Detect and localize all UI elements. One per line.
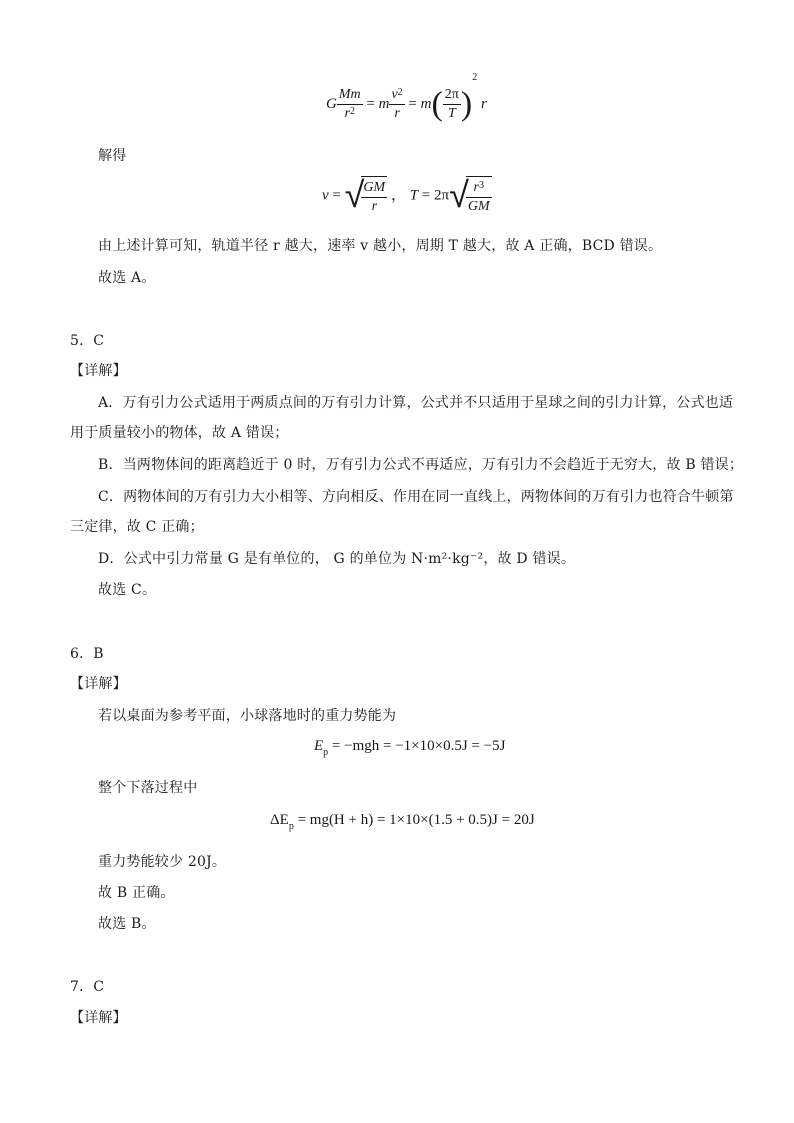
q6-choice: 故选 B。 (98, 916, 156, 932)
q6-equation-energy-change: $\Delta E_p = mg(H + h) = 1\times 10\times(1.5 + 0.5)J = 20J$ (270, 812, 535, 832)
q7-number: 7．C (70, 979, 105, 995)
eq-G: G (326, 95, 337, 112)
q6-result: 重力势能较少 20J。 (98, 854, 227, 870)
q6-equation-potential-energy: $E_p = -mgh = -1\times 10\times 0.5J = -5J$ (314, 738, 506, 758)
sqrt-r3-over-GM: √ $\frac{r^3}{GM}$ (449, 175, 490, 216)
q5-choice: 故选 C。 (98, 582, 157, 598)
q5-option-d: D．公式中引力常量 G 是有单位的， G 的单位为 N·m²·kg⁻²，故 D 错误。 (98, 551, 576, 567)
q5-detail-heading: 【详解】 (70, 363, 127, 379)
q6-detail-heading: 【详解】 (70, 676, 127, 692)
q5-number: 5．C (70, 333, 105, 349)
eq-frac-Mm-r2: $\frac{Mm}{r^2}$ (338, 87, 361, 121)
q6-number: 6．B (70, 646, 104, 662)
eq-frac-2pi-T: $\frac{2\pi}{T}$ (444, 87, 459, 121)
q5-option-b: B．当两物体间的距离趋近于 0 时，万有引力公式不再适应，万有引力不会趋近于无穷大，故 B 错误； (98, 457, 744, 473)
q6-process: 整个下落过程中 (98, 780, 198, 796)
q5-option-c-line1: C．两物体间的万有引力大小相等、方向相反、作用在同一直线上，两物体间的万有引力也符合牛顿第 (98, 489, 734, 505)
q5-option-a-line2: 用于质量较小的物体，故 A 错误； (70, 425, 289, 441)
equation-gravitation: G $\frac{Mm}{r^2}$ = m $\frac{v^2}{r}$ = m( $\frac{2\pi}{T}$ )$^2$ r (326, 72, 487, 123)
q7-detail-heading: 【详解】 (70, 1010, 127, 1026)
q5-option-a-line1: A．万有引力公式适用于两质点间的万有引力计算，公式并不只适用于星球之间的引力计算，公式也适 (98, 395, 734, 411)
eq-frac-v2-r: $\frac{v^2}{r}$ (391, 87, 403, 121)
equation-velocity-period: v = √ $\frac{GM}{r}$ ， T = 2π√ $\frac{r^3}{GM}$ (322, 175, 490, 216)
sqrt-GM-over-r: √ $\frac{GM}{r}$ (344, 175, 386, 216)
q6-b-correct: 故 B 正确。 (98, 885, 175, 901)
q5-option-c-line2: 三定律，故 C 正确； (70, 519, 204, 535)
q6-intro: 若以桌面为参考平面，小球落地时的重力势能为 (98, 708, 397, 724)
solve-label: 解得 (98, 148, 127, 164)
q4-choice: 故选 A。 (98, 270, 156, 286)
q4-conclusion: 由上述计算可知，轨道半径 r 越大，速率 v 越小，周期 T 越大，故 A 正确，BCD 错误。 (98, 238, 663, 254)
